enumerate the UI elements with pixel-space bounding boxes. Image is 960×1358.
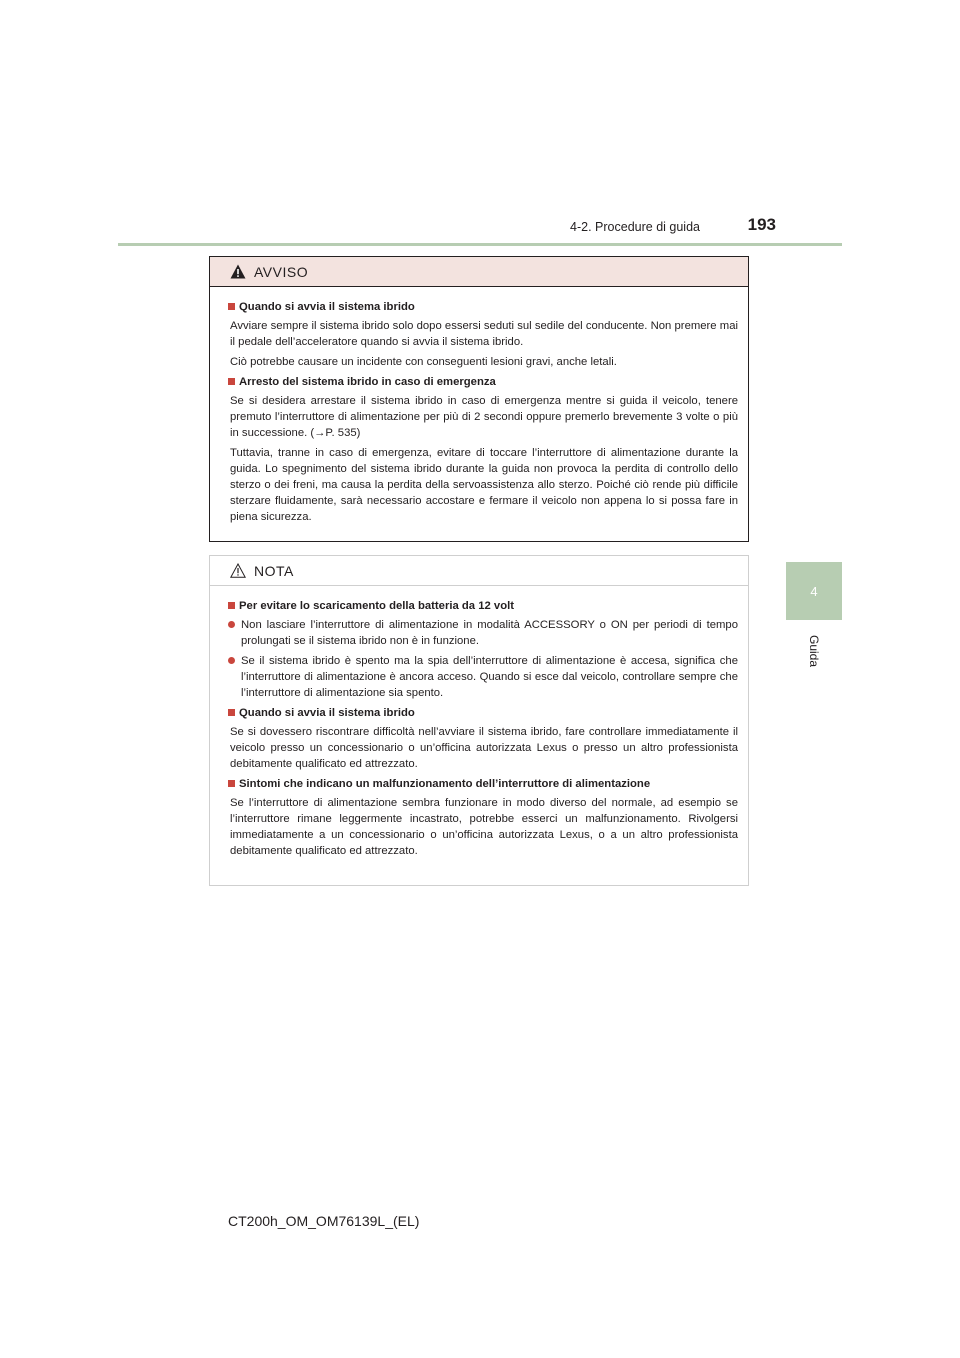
notice-bullet-text: Non lasciare l’interruttore di alimentazione in modalità ACCESSORY o ON per periodi di tempo prolungati se il sistema ibrido non è in funzione. xyxy=(241,619,738,647)
chapter-number: 4 xyxy=(810,583,818,599)
square-bullet-icon xyxy=(228,780,235,787)
warning-header xyxy=(210,257,748,287)
notice-body xyxy=(210,586,748,859)
caution-triangle-icon xyxy=(230,563,246,578)
warning-item-text: Avviare sempre il sistema ibrido solo dopo essersi seduti sul sedile del conducente. Non premere mai il pedale dell’acceleratore quando si avvia il sistema ibrido. xyxy=(230,320,738,348)
notice-item-title: Per evitare lo scaricamento della batteria da 12 volt xyxy=(239,600,515,612)
round-bullet-icon xyxy=(228,657,235,664)
notice-bullet xyxy=(228,617,738,649)
notice-item-title: Quando si avvia il sistema ibrido xyxy=(239,707,415,719)
warning-title: AVVISO xyxy=(254,263,309,280)
chapter-label xyxy=(786,628,842,674)
warning-triangle-icon xyxy=(230,264,246,279)
notice-item-text: Se l’interruttore di alimentazione sembra funzionare in modo diverso del normale, ad esempio se l’interruttore rimane leggermente incastrato, potrebbe esserci un malfunzionamento. Rivolgersi immediatamente a un concessionario o un’officina autorizzata Lexus, o a un altro professionista debitamente qualificato ed attrezzato. xyxy=(230,797,738,857)
warning-item xyxy=(228,299,738,370)
notice-bullet xyxy=(228,653,738,701)
notice-item xyxy=(228,598,738,701)
notice-header xyxy=(210,556,748,586)
warning-item xyxy=(228,374,738,525)
chapter-label-text: Guida xyxy=(807,634,821,668)
square-bullet-icon xyxy=(228,709,235,716)
header-rule xyxy=(118,243,842,246)
notice-item-title: Sintomi che indicano un malfunzionamento dell’interruttore di alimentazione xyxy=(239,778,651,790)
notice-bullet-text: Se il sistema ibrido è spento ma la spia dell’interruttore di alimentazione è accesa, significa che l’interruttore di alimentazione è ancora acceso. Quando si esce dal veicolo, controllare sempre che l’interruttore di alimentazione sia spento. xyxy=(241,655,738,699)
warning-item-text: Se si desidera arrestare il sistema ibrido in caso di emergenza mentre si guida il veicolo, tenere premuto l’interruttore di alimentazione per più di 2 secondi oppure premerlo brevemente 3 volte o più in successione. (→P. 535) xyxy=(230,395,738,439)
running-header-section: 4-2. Procedure di guida xyxy=(570,220,700,234)
notice-item-text: Se si dovessero riscontrare difficoltà nell’avviare il sistema ibrido, fare controllare immediatamente il veicolo presso un concessionario o un’officina autorizzata Lexus o presso un altro professionista debitamente qualificato ed attrezzato. xyxy=(230,726,738,770)
warning-item-text: Ciò potrebbe causare un incidente con conseguenti lesioni gravi, anche letali. xyxy=(230,356,617,368)
notice-item xyxy=(228,705,738,772)
chapter-tab xyxy=(786,562,842,620)
round-bullet-icon xyxy=(228,621,235,628)
warning-box xyxy=(209,256,749,542)
notice-item xyxy=(228,776,738,859)
warning-item-title: Quando si avvia il sistema ibrido xyxy=(239,301,415,313)
document-code: CT200h_OM_OM76139L_(EL) xyxy=(228,1213,420,1229)
warning-body xyxy=(210,287,748,525)
notice-box xyxy=(209,555,749,886)
warning-item-text: Tuttavia, tranne in caso di emergenza, evitare di toccare l’interruttore di alimentazione durante la guida. Lo spegnimento del sistema ibrido durante la guida non provoca la perdita di controllo dello sterzo o dei freni, ma causa la perdita della servoassistenza allo sterzo. Poiché ciò rende più difficile sterzare fluidamente, sarà necessario accostare e fermare il veicolo non appena lo si possa fare in piena sicurezza. xyxy=(230,447,738,523)
notice-title: NOTA xyxy=(254,562,294,579)
page-number: 193 xyxy=(747,215,776,234)
warning-item-title: Arresto del sistema ibrido in caso di emergenza xyxy=(239,376,496,388)
square-bullet-icon xyxy=(228,378,235,385)
square-bullet-icon xyxy=(228,303,235,310)
square-bullet-icon xyxy=(228,602,235,609)
